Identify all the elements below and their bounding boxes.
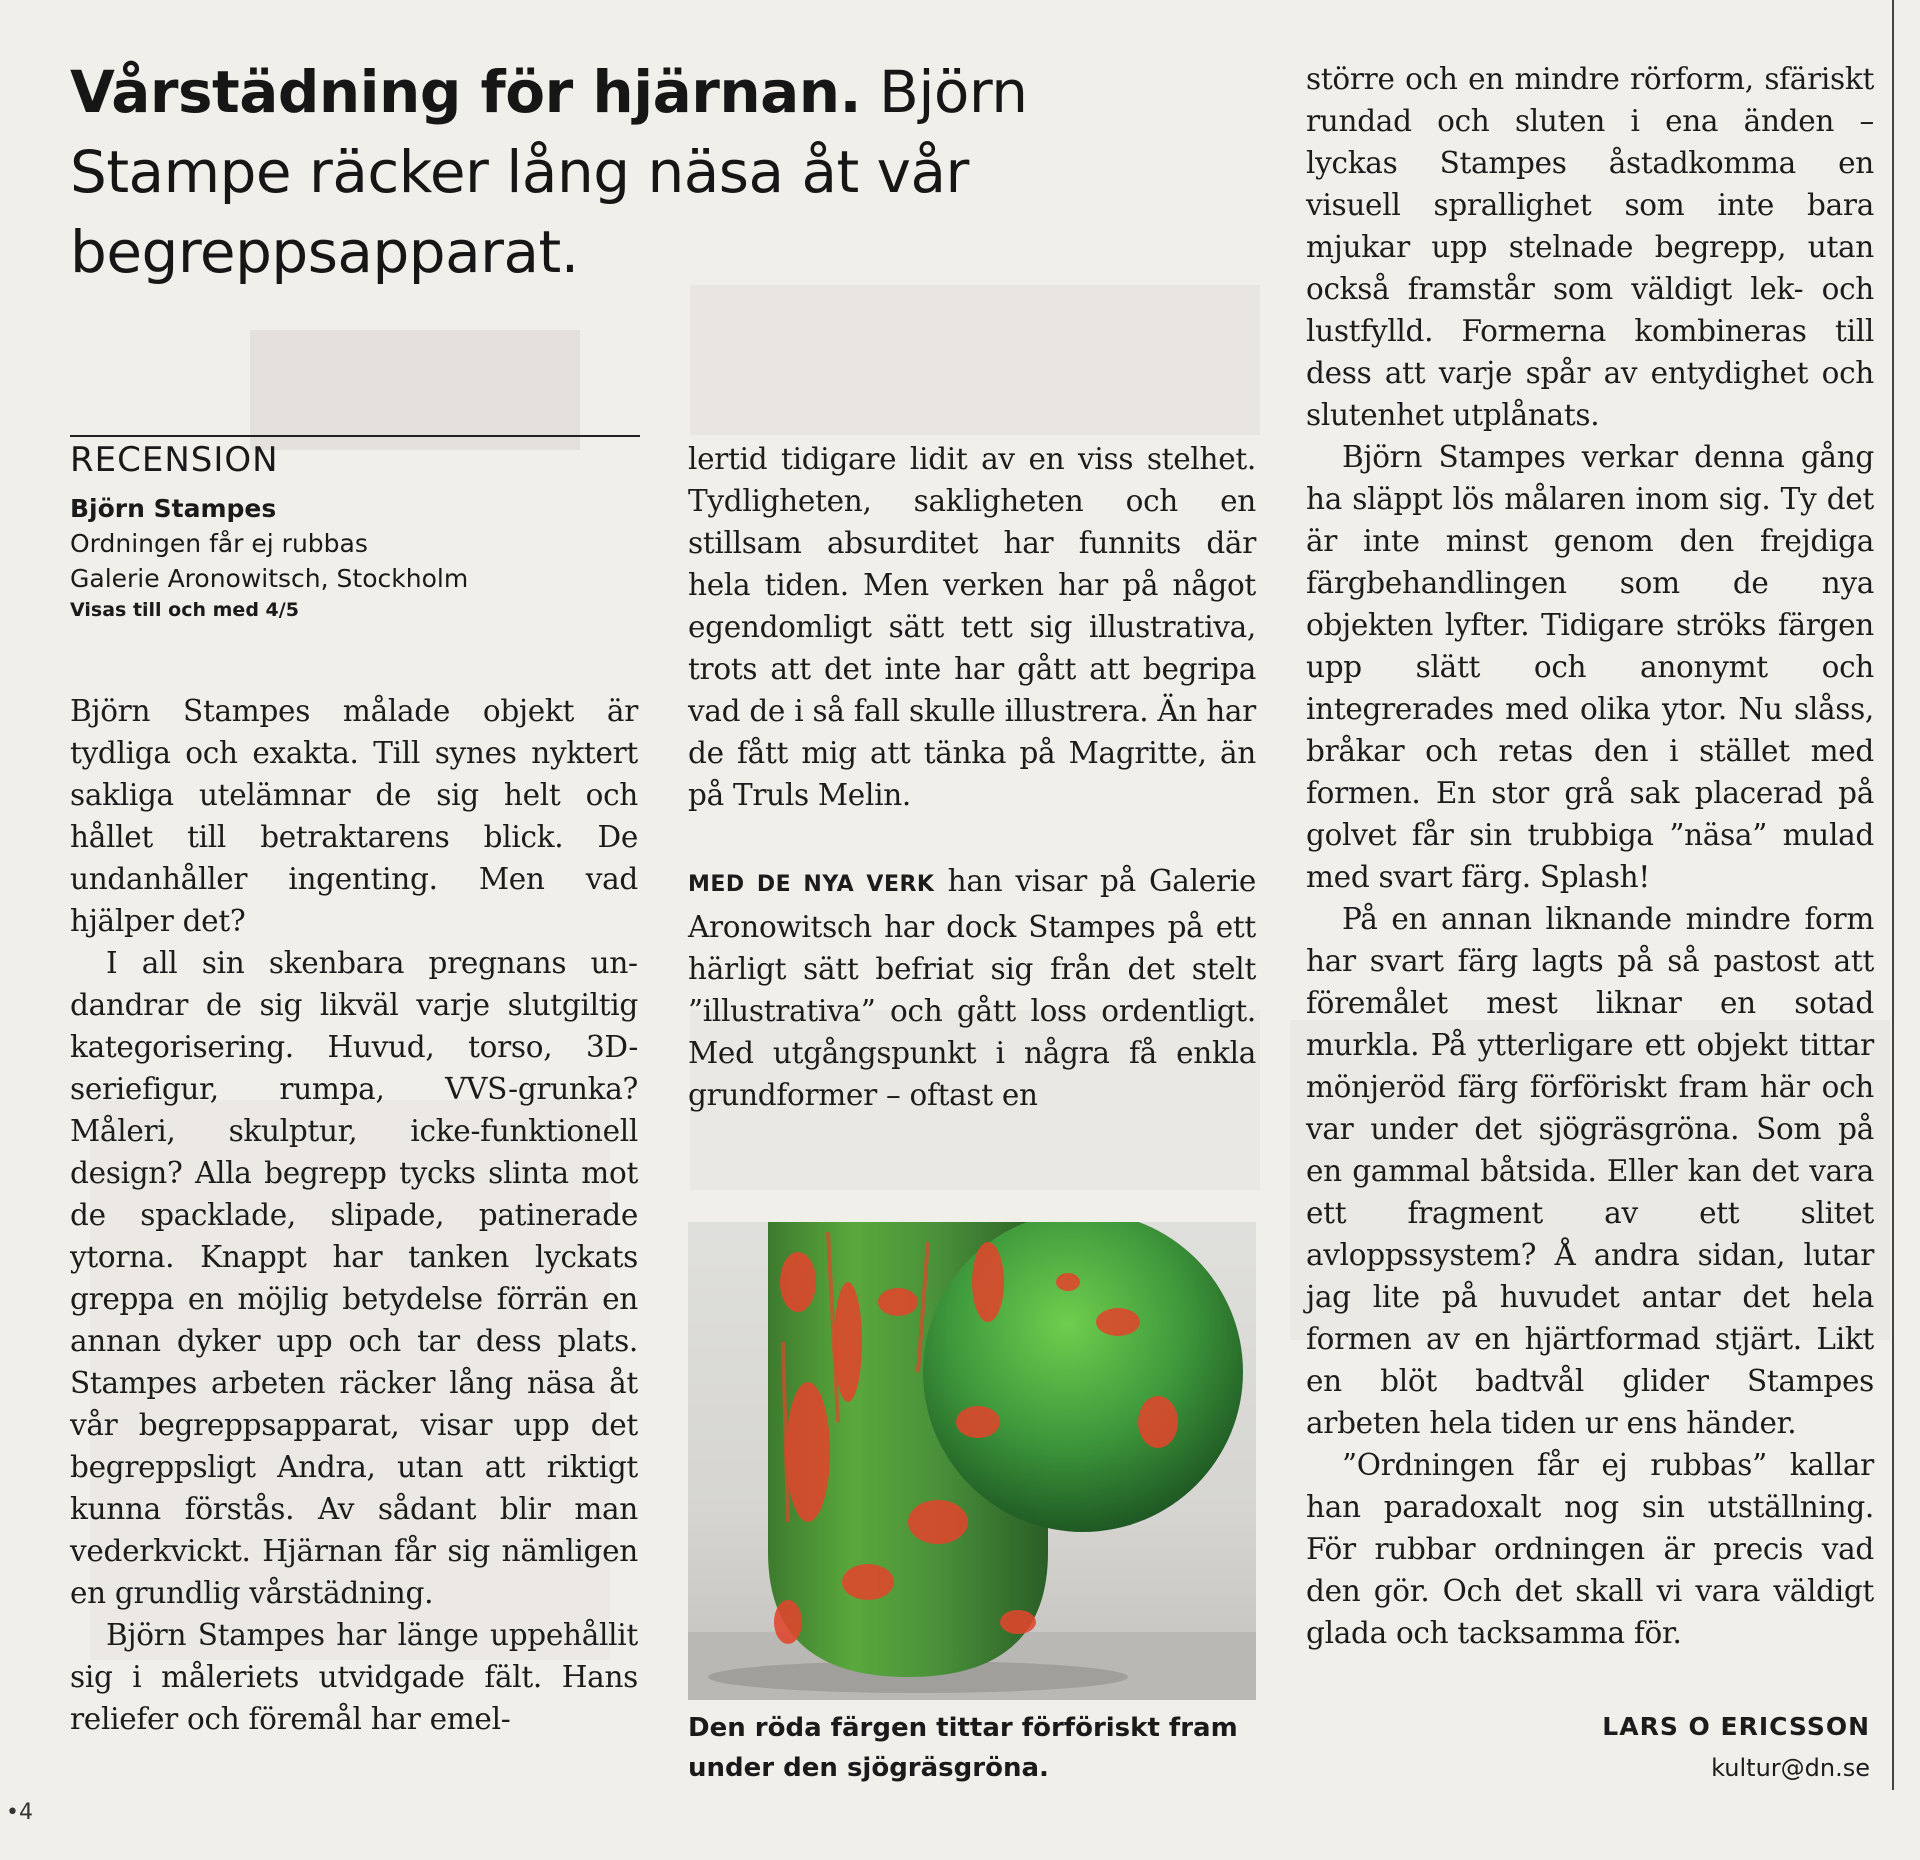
paragraph: Björn Stampes har länge uppehållit sig i måleriets utvidgade fält. Hans reliefer och föremål har emel- [70, 1618, 638, 1736]
article-column-2 [688, 438, 1256, 1116]
page-edge-line [1892, 0, 1894, 1790]
paragraph: I all sin skenbara pregnans undandrar de sig likväl varje slutgiltig kategorisering. Huvud, torso, 3D-seriefigur, rumpa, VVS-grunka? Måleri, skulptur, icke-funktionell design? Alla begrepp tycks slinta mot de spacklade, slipade, patinerade ytorna. Knappt har tanken lyckats greppa en möjlig betydelse förrän en annan dyker upp och tar dess plats. Stampes arbeten räcker lång näsa åt vår begreppsapparat, visar upp det begreppsligt Andra, utan att riktigt kunna förstås. Av sådant blir man vederkvickt. Hjärnan får sig nämligen en grundlig vårstädning. [70, 946, 638, 1610]
factbox-dates: Visas till och med 4/5 [70, 599, 299, 621]
headline-rest: Björn Stampe räcker lång näsa åt vår begreppsapparat. [70, 58, 1028, 286]
headline-lead: Vårstädning för hjärnan. [70, 58, 862, 126]
section-label: RECENSION [70, 440, 279, 480]
paragraph: större och en mindre rörform, sfäriskt rundad och sluten i ena änden – lyckas Stampes åstadkomma en visuell sprallighet som inte bara mjukar upp stelnade begrepp, utan också framstår som väldigt lek- och lustfylld. Formerna kombineras till dess att varje spår av entydighet och slutenhet utplånats. [1306, 62, 1874, 432]
headline [70, 52, 1060, 292]
sculpture-photo [688, 1222, 1256, 1700]
factbox-rule [70, 435, 640, 437]
paragraph: Björn Stampes verkar denna gång ha släppt lös målaren inom sig. Ty det är inte minst genom den frejdiga färgbehandlingen som de nya objekten lyfter. Tidigare ströks färgen upp slätt och anonymt och integrerades med olika ytor. Nu slåss, bråkar och retas den i stället med formen. En stor grå sak placerad på golvet får sin trubbiga ”näsa” mulad med svart färg. Splash! [1306, 440, 1874, 894]
paragraph: Björn Stampes målade objekt är tydliga och exakta. Till synes nyktert sakliga utelämnar de sig helt och hållet till betraktarens blick. De undanhåller ingenting. Men vad hjälper det? [70, 694, 638, 938]
sculpture-illustration [688, 1222, 1256, 1700]
page-number: •4 [6, 1800, 33, 1825]
paragraph-with-runin [688, 860, 1256, 1116]
photo-caption: Den röda färgen tittar förföriskt fram under den sjögräsgröna. [688, 1713, 1238, 1783]
runin-heading: MED DE NYA VERK [688, 872, 935, 897]
paragraph: ”Ordningen får ej rubbas” kallar han paradoxalt nog sin utställning. För rubbar ordningen är precis vad den gör. Och det skall vi vara väldigt glada och tacksamma för. [1306, 1448, 1874, 1650]
author-byline: LARS O ERICSSON [1602, 1712, 1870, 1741]
factbox-artist: Björn Stampes [70, 494, 277, 523]
article-column-1 [70, 690, 638, 1740]
paragraph: lertid tidigare lidit av en viss stelhet. Tydligheten, sakligheten och en stillsam absurditet har funnits där hela tiden. Men verken har på något egendomligt sätt tett sig illustrativa, trots att det inte har gått att begripa vad de i så fall skulle illustrera. Än har de fått mig att tänka på Magritte, än på Truls Melin. [688, 442, 1256, 812]
article-column-3 [1306, 58, 1874, 1654]
bleed-through-mark [250, 330, 580, 450]
paragraph-text: han visar på Galerie Aronowitsch har dock Stampes på ett härligt sätt befriat sig från det stelt ”illustrativa” och gått loss ordentligt. Med utgångspunkt i några få enkla grundformer – oftast en [688, 864, 1256, 1112]
review-factbox [70, 440, 640, 621]
bleed-through-mark [690, 285, 1260, 435]
factbox-exhibition-title: Ordningen får ej rubbas [70, 529, 368, 558]
author-email[interactable]: kultur@dn.se [1711, 1754, 1870, 1782]
factbox-venue: Galerie Aronowitsch, Stockholm [70, 564, 469, 593]
paragraph: På en annan liknande mindre form har svart färg lagts på så pastost att föremålet mest liknar en sotad murkla. På ytterligare ett objekt tittar mönjeröd färg förföriskt fram här och var under det sjögräsgröna. Som på en gammal båtsida. Eller kan det vara ett fragment av ett slitet avloppssystem? Å andra sidan, lutar jag lite på huvudet antar det hela formen av en hjärtformad stjärt. Likt en blöt badtvål glider Stampes arbeten hela tiden ur ens händer. [1306, 902, 1874, 1440]
